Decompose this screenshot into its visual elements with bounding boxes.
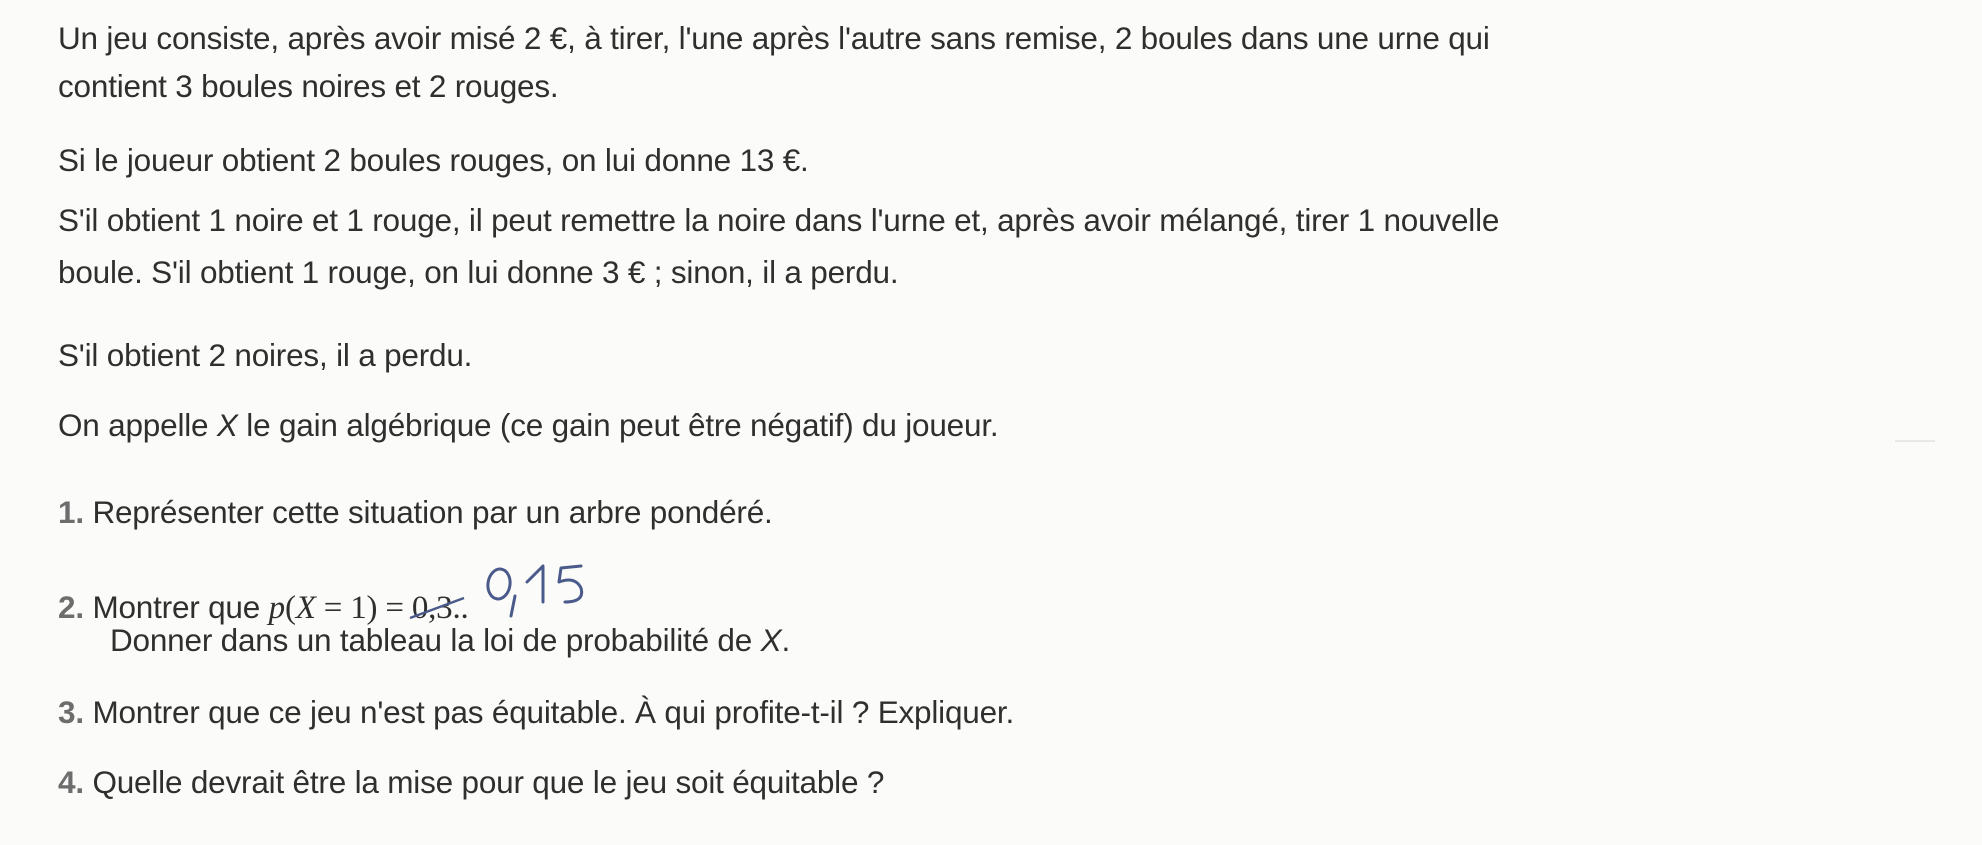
question-number: 3. [58, 694, 84, 730]
question-3 [58, 692, 1014, 732]
question-1 [58, 492, 773, 532]
formula-open: ( [284, 590, 296, 626]
rule-mixed-line-2: boule. S'il obtient 1 rouge, on lui donne 3 € ; sinon, il a perdu. [58, 254, 899, 290]
question-text: Montrer que [92, 589, 269, 625]
definition [58, 405, 998, 445]
question-number: 4. [58, 764, 84, 800]
handwritten-0-15 [481, 562, 621, 624]
question-text: Montrer que ce jeu n'est pas équitable. À qui profite-t-il ? Expliquer. [92, 694, 1015, 730]
subtext-after: . [781, 622, 790, 658]
intro-line-2: contient 3 boules noires et 2 rouges. [58, 68, 559, 104]
formula-dots: .. [452, 590, 469, 626]
question-2-subtext [110, 620, 790, 660]
subtext-before: Donner dans un tableau la loi de probabilité de [110, 622, 761, 658]
question-text: Représenter cette situation par un arbre pondéré. [92, 494, 773, 530]
question-4 [58, 762, 884, 802]
rule-two-red: Si le joueur obtient 2 boules rouges, on lui donne 13 €. [58, 142, 809, 178]
definition-variable: X [216, 407, 238, 443]
formula-p: p [268, 590, 285, 626]
rule-mixed-line-1: S'il obtient 1 noire et 1 rouge, il peut remettre la noire dans l'urne et, après avoir mélangé, tirer 1 nouvelle [58, 202, 1500, 238]
subtext-variable: X [760, 622, 782, 658]
question-text: Quelle devrait être la mise pour que le jeu soit équitable ? [92, 764, 885, 800]
formula-var: X [295, 590, 316, 626]
question-number: 2. [58, 589, 84, 625]
printed-value: 0,3 [411, 590, 453, 626]
definition-before: On appelle [58, 407, 217, 443]
formula-eq: = 1) = [315, 590, 412, 626]
intro-line-1: Un jeu consiste, après avoir misé 2 €, à tirer, l'une après l'autre sans remise, 2 boules dans une urne qui [58, 20, 1490, 56]
question-number: 1. [58, 494, 84, 530]
definition-after: le gain algébrique (ce gain peut être négatif) du joueur. [237, 407, 999, 443]
rule-two-black: S'il obtient 2 noires, il a perdu. [58, 337, 473, 373]
scan-artifact [1895, 440, 1935, 442]
